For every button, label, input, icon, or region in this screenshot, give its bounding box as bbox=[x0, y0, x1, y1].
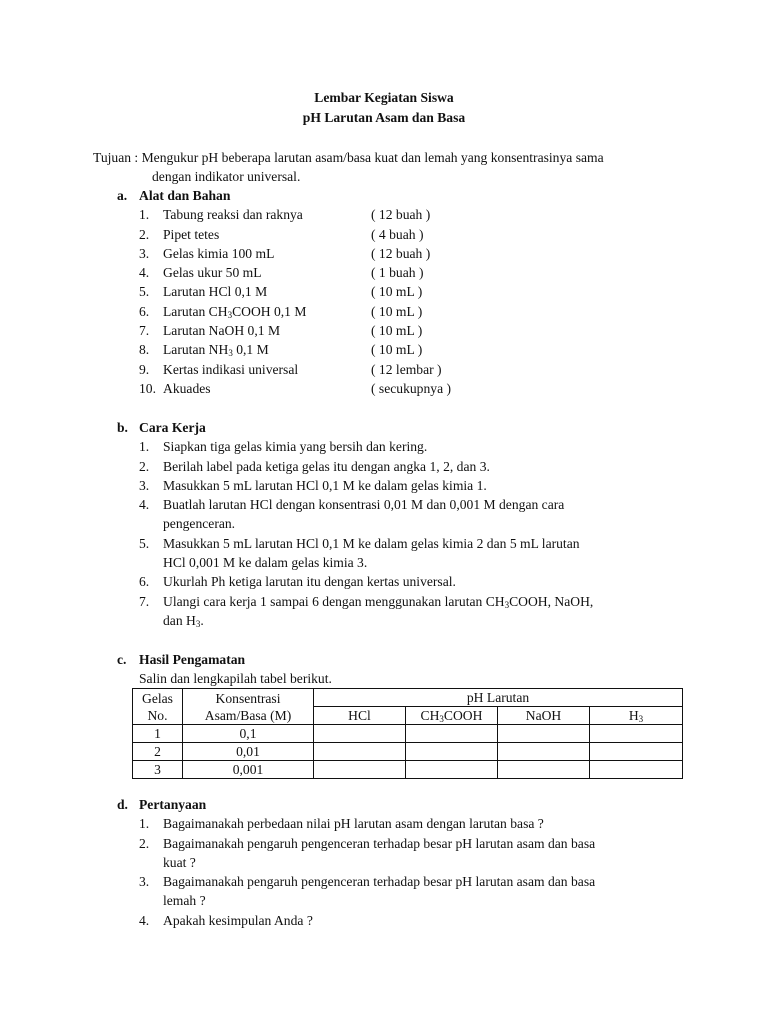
header-text: No. bbox=[147, 707, 168, 723]
section-letter: d. bbox=[117, 797, 128, 812]
item-text: Ukurlah Ph ketiga larutan itu dengan kertas universal. bbox=[163, 574, 456, 590]
header-text: H bbox=[628, 708, 639, 723]
item-text-line: HCl 0,001 M ke dalam gelas kimia 3. bbox=[163, 555, 368, 571]
header-text: Asam/Basa (M) bbox=[204, 707, 292, 723]
list-item bbox=[117, 572, 697, 591]
list-item bbox=[117, 437, 697, 456]
cell-konsentrasi: 0,01 bbox=[183, 743, 314, 761]
header-ph-group: pH Larutan bbox=[314, 689, 683, 707]
item-text: Kertas indikasi universal bbox=[163, 361, 299, 377]
goal-paragraph bbox=[93, 148, 693, 187]
cell-empty bbox=[498, 725, 590, 743]
cell-empty bbox=[406, 761, 498, 779]
item-number: 4. bbox=[139, 497, 150, 513]
item-number: 8. bbox=[139, 342, 150, 358]
item-text: Berilah label pada ketiga gelas itu dengan angka 1, 2, dan 3. bbox=[163, 458, 490, 474]
item-text-line: kuat ? bbox=[163, 854, 196, 870]
item-number: 1. bbox=[139, 439, 150, 455]
list-item bbox=[117, 321, 697, 340]
item-text-cont: COOH 0,1 M bbox=[232, 303, 307, 319]
cell-empty bbox=[314, 725, 406, 743]
section-heading bbox=[117, 650, 697, 669]
header-naoh bbox=[498, 707, 590, 725]
list-item bbox=[117, 495, 697, 534]
section-questions bbox=[117, 795, 697, 930]
item-text: Ulangi cara kerja 1 sampai 6 dengan menggunakan larutan CH bbox=[163, 593, 505, 609]
list-item bbox=[117, 814, 697, 833]
list-item bbox=[117, 302, 697, 321]
subscript: 3 bbox=[504, 599, 510, 610]
cell-konsentrasi: 0,1 bbox=[183, 725, 314, 743]
list-item bbox=[117, 244, 697, 263]
item-quantity: ( secukupnya ) bbox=[371, 380, 452, 396]
list-item bbox=[117, 225, 697, 244]
list-item bbox=[117, 379, 697, 398]
item-text-line bbox=[163, 592, 697, 611]
cell-no: 1 bbox=[133, 725, 183, 743]
section-heading bbox=[117, 795, 697, 814]
questions-list bbox=[117, 814, 697, 930]
item-number: 1. bbox=[139, 816, 150, 832]
item-text: Akuades bbox=[163, 380, 211, 396]
header-ch3cooh bbox=[406, 707, 498, 725]
item-number: 9. bbox=[139, 361, 150, 377]
header-hcl bbox=[314, 707, 406, 725]
item-number: 5. bbox=[139, 284, 150, 300]
item-number: 7. bbox=[139, 323, 150, 339]
list-item bbox=[117, 534, 697, 573]
item-quantity: ( 4 buah ) bbox=[371, 226, 424, 242]
table-row bbox=[133, 725, 683, 743]
list-item bbox=[117, 457, 697, 476]
cell-empty bbox=[406, 725, 498, 743]
item-number: 3. bbox=[139, 477, 150, 493]
item-text-cont: . bbox=[200, 612, 204, 628]
header-gelas bbox=[133, 689, 183, 725]
list-item bbox=[117, 205, 697, 224]
cell-empty bbox=[314, 761, 406, 779]
subscript: 3 bbox=[638, 714, 644, 724]
section-observations bbox=[117, 650, 697, 689]
item-text: Apakah kesimpulan Anda ? bbox=[163, 912, 313, 928]
item-text: Tabung reaksi dan raknya bbox=[163, 207, 303, 223]
item-number: 6. bbox=[139, 574, 150, 590]
item-number: 4. bbox=[139, 265, 150, 281]
item-number: 6. bbox=[139, 303, 150, 319]
header-text: Konsentrasi bbox=[215, 690, 281, 706]
item-number: 1. bbox=[139, 207, 150, 223]
cell-empty bbox=[590, 761, 683, 779]
header-text: NaOH bbox=[525, 708, 562, 723]
goal-line-2: dengan indikator universal. bbox=[152, 169, 301, 185]
observation-table bbox=[132, 688, 683, 779]
table-row bbox=[133, 761, 683, 779]
item-quantity: ( 10 mL ) bbox=[371, 303, 423, 319]
item-text: Bagaimanakah perbedaan nilai pH larutan asam dengan larutan basa ? bbox=[163, 816, 544, 832]
page-subtitle: pH Larutan Asam dan Basa bbox=[302, 110, 466, 125]
item-number: 3. bbox=[139, 874, 150, 890]
item-number: 10. bbox=[139, 380, 156, 396]
goal-line-1: Tujuan : Mengukur pH beberapa larutan asam/basa kuat dan lemah yang konsentrasinya sama bbox=[93, 150, 604, 165]
header-text: HCl bbox=[348, 708, 371, 723]
header-text: CH bbox=[420, 708, 440, 723]
cell-no: 2 bbox=[133, 743, 183, 761]
cell-empty bbox=[406, 743, 498, 761]
item-text: Siapkan tiga gelas kimia yang bersih dan kering. bbox=[163, 439, 428, 455]
item-text: Gelas ukur 50 mL bbox=[163, 265, 262, 281]
item-quantity: ( 10 mL ) bbox=[371, 342, 423, 358]
section-heading bbox=[117, 186, 697, 205]
item-number: 2. bbox=[139, 226, 150, 242]
table-header-row bbox=[133, 689, 683, 707]
list-item bbox=[117, 911, 697, 930]
item-text: Larutan HCl 0,1 M bbox=[163, 284, 268, 300]
item-text: Pipet tetes bbox=[163, 226, 220, 242]
item-text: Masukkan 5 mL larutan HCl 0,1 M ke dalam gelas kimia 1. bbox=[163, 477, 487, 493]
section-title: Hasil Pengamatan bbox=[139, 652, 246, 667]
section-letter: b. bbox=[117, 420, 128, 435]
section-heading bbox=[117, 418, 697, 437]
item-text-line: Bagaimanakah pengaruh pengenceran terhadap besar pH larutan asam dan basa bbox=[163, 835, 596, 851]
item-number: 5. bbox=[139, 535, 150, 551]
item-number: 7. bbox=[139, 593, 150, 609]
cell-empty bbox=[498, 761, 590, 779]
subscript: 3 bbox=[195, 618, 201, 629]
section-letter: a. bbox=[117, 188, 128, 203]
item-text-line: Masukkan 5 mL larutan HCl 0,1 M ke dalam gelas kimia 2 dan 5 mL larutan bbox=[163, 535, 580, 551]
item-text-cont: 0,1 M bbox=[232, 342, 269, 358]
subscript: 3 bbox=[439, 714, 444, 724]
item-text: Larutan CH bbox=[163, 303, 228, 319]
cell-empty bbox=[590, 725, 683, 743]
item-text: dan H bbox=[163, 612, 196, 628]
section-procedure bbox=[117, 418, 697, 630]
list-item bbox=[117, 592, 697, 631]
list-item bbox=[117, 476, 697, 495]
section-tools-materials bbox=[117, 186, 697, 398]
item-number: 3. bbox=[139, 245, 150, 261]
cell-empty bbox=[314, 743, 406, 761]
table-row bbox=[133, 743, 683, 761]
item-quantity: ( 12 buah ) bbox=[371, 207, 431, 223]
item-number: 2. bbox=[139, 458, 150, 474]
observation-instruction: Salin dan lengkapilah tabel berikut. bbox=[139, 671, 332, 687]
section-letter: c. bbox=[117, 652, 127, 667]
item-quantity: ( 10 mL ) bbox=[371, 323, 423, 339]
subscript: 3 bbox=[228, 348, 233, 359]
header-h3 bbox=[590, 707, 683, 725]
item-text: Gelas kimia 100 mL bbox=[163, 245, 275, 261]
header-text: Gelas bbox=[142, 690, 173, 706]
section-title: Cara Kerja bbox=[139, 420, 206, 435]
item-quantity: ( 10 mL ) bbox=[371, 284, 423, 300]
cell-empty bbox=[498, 743, 590, 761]
item-text-line: Buatlah larutan HCl dengan konsentrasi 0,01 M dan 0,001 M dengan cara bbox=[163, 497, 565, 513]
page-title: Lembar Kegiatan Siswa bbox=[314, 90, 454, 105]
list-item bbox=[117, 263, 697, 282]
item-quantity: ( 12 buah ) bbox=[371, 245, 431, 261]
materials-list bbox=[117, 205, 697, 398]
item-text-line: Bagaimanakah pengaruh pengenceran terhadap besar pH larutan asam dan basa bbox=[163, 874, 596, 890]
procedure-list bbox=[117, 437, 697, 630]
item-text-line: pengenceran. bbox=[163, 516, 236, 532]
item-text: Larutan NaOH 0,1 M bbox=[163, 323, 281, 339]
list-item bbox=[117, 360, 697, 379]
item-text-line bbox=[163, 611, 697, 630]
cell-no: 3 bbox=[133, 761, 183, 779]
list-item bbox=[117, 340, 697, 359]
list-item bbox=[117, 872, 697, 911]
subscript: 3 bbox=[227, 309, 233, 320]
section-title: Alat dan Bahan bbox=[139, 188, 231, 203]
item-number: 2. bbox=[139, 835, 150, 851]
item-quantity: ( 1 buah ) bbox=[371, 265, 424, 281]
item-text-line: lemah ? bbox=[163, 893, 206, 909]
cell-konsentrasi: 0,001 bbox=[183, 761, 314, 779]
cell-empty bbox=[590, 743, 683, 761]
item-text: Larutan NH bbox=[163, 342, 229, 358]
item-quantity: ( 12 lembar ) bbox=[371, 361, 442, 377]
item-text-cont: COOH, NaOH, bbox=[509, 593, 594, 609]
header-konsentrasi bbox=[183, 689, 314, 725]
section-title: Pertanyaan bbox=[139, 797, 207, 812]
list-item bbox=[117, 282, 697, 301]
header-text-cont: COOH bbox=[443, 708, 483, 723]
item-number: 4. bbox=[139, 912, 150, 928]
list-item bbox=[117, 834, 697, 873]
